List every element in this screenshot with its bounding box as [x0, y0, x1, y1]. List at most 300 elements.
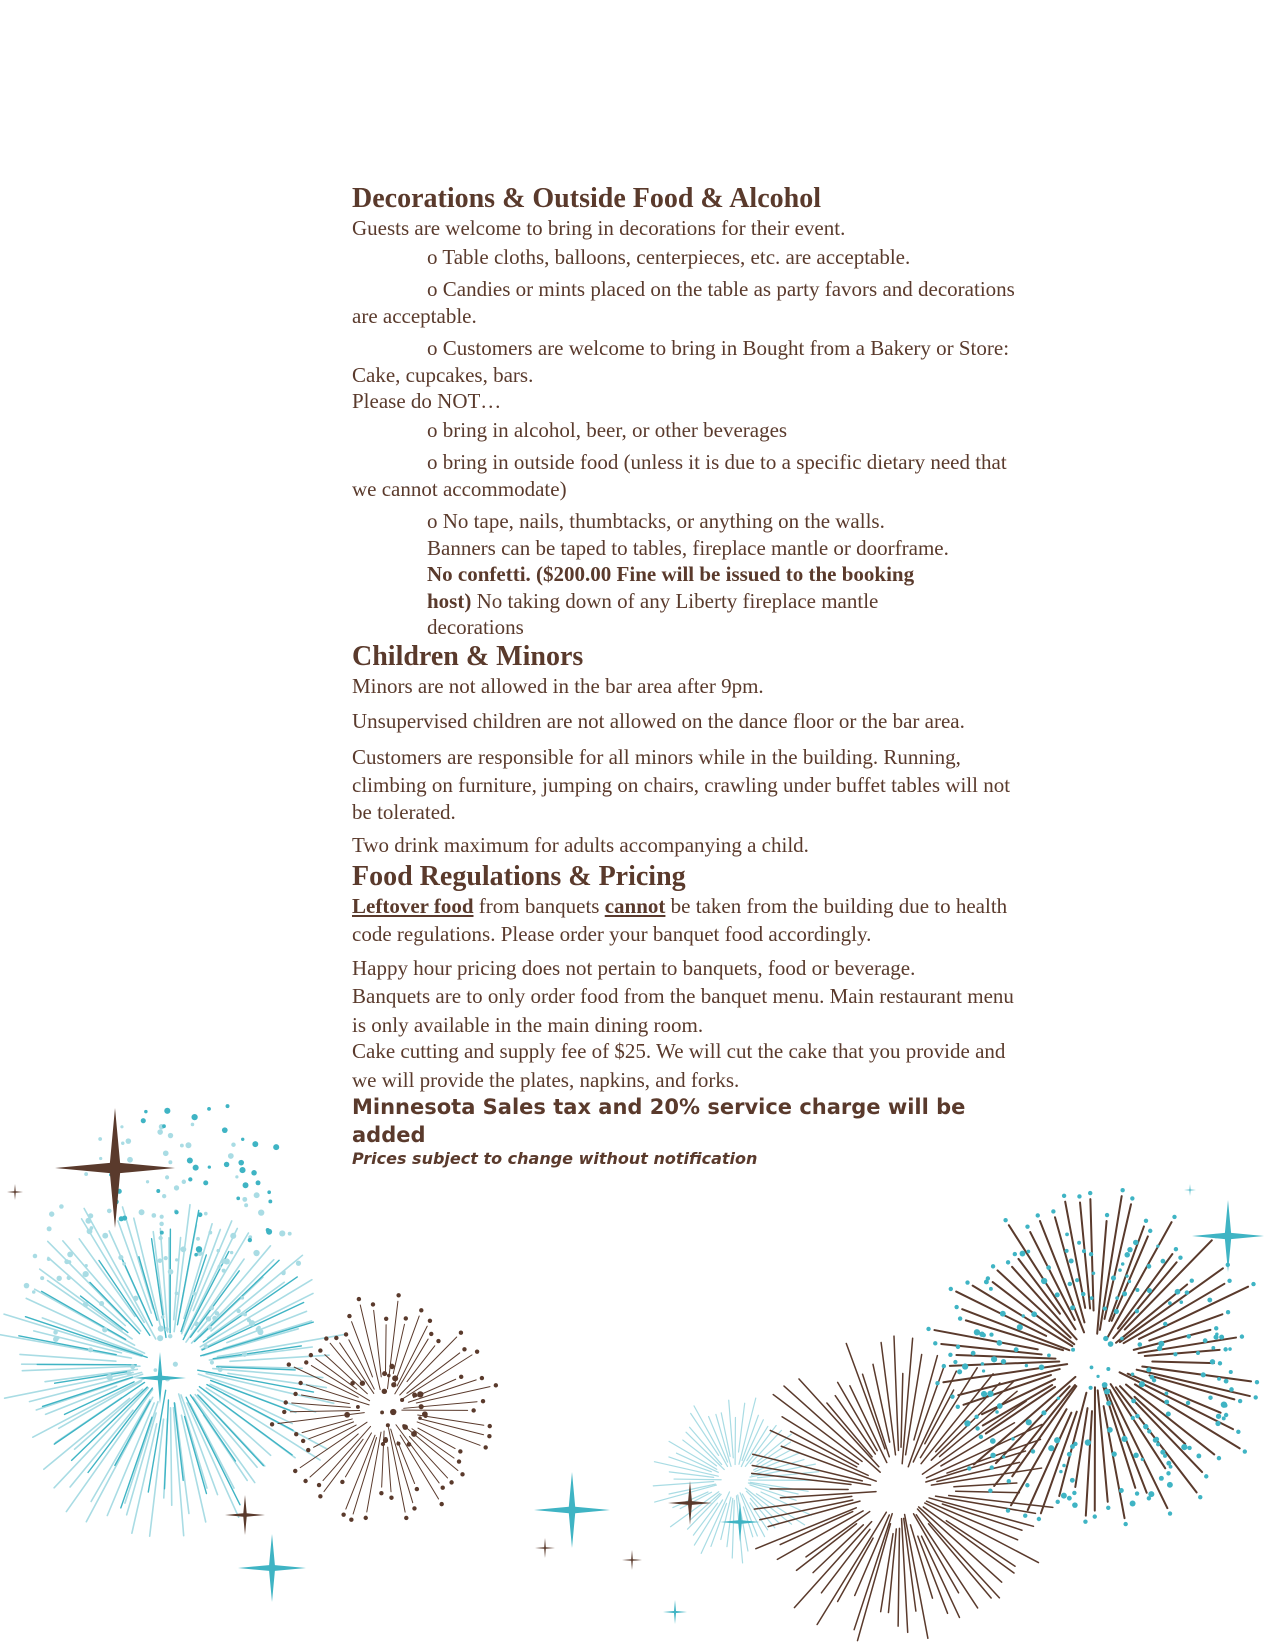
- right-large-sparkle-dot: [1041, 1410, 1046, 1415]
- right-large-sparkle-dot: [1120, 1337, 1124, 1341]
- left-teal-sparkle-dot: [164, 1256, 168, 1260]
- left-brown-burst-dot: [460, 1472, 464, 1476]
- left-teal-sparkle-top-dot: [203, 1180, 208, 1185]
- right-large-sparkle-dot: [1096, 1375, 1099, 1378]
- left-brown-burst-dot: [293, 1469, 297, 1473]
- left-teal-sparkle-top-dot: [238, 1160, 244, 1166]
- right-large-sparkle-dot: [1131, 1416, 1135, 1420]
- left-brown-burst-dot: [282, 1410, 286, 1414]
- left-teal-sparkle-dot: [236, 1309, 240, 1313]
- right-brown-burst-ray: [925, 1390, 954, 1444]
- left-brown-core-dot: [412, 1393, 417, 1398]
- left-brown-burst-dot: [341, 1512, 345, 1516]
- left-teal-sparkle-dot: [174, 1185, 179, 1190]
- right-large-burst-dot: [1013, 1252, 1017, 1256]
- left-teal-sparkle-dot: [127, 1157, 133, 1163]
- left-teal-sparkle-dot: [208, 1231, 212, 1235]
- left-brown-core-dot: [384, 1437, 388, 1441]
- right-large-burst-ray: [956, 1355, 1055, 1359]
- left-teal-sparkle-dot: [185, 1142, 191, 1148]
- right-large-burst-ray: [1124, 1284, 1225, 1343]
- left-teal-sparkle-top-dot: [198, 1212, 203, 1217]
- right-large-sparkle-dot: [1131, 1372, 1134, 1375]
- left-brown-burst-dot: [379, 1491, 383, 1495]
- bullet-item: Customers are responsible for all minors while in the building. Running, climbing on furniture, jumping on chairs, crawling under buffet tables will not be tolerated.: [352, 744, 1011, 824]
- left-teal-sparkle-dot: [180, 1246, 186, 1252]
- right-large-burst-ray: [1011, 1409, 1067, 1505]
- brown-star-icon: [7, 1184, 23, 1200]
- right-teal-small-burst-ray: [669, 1472, 713, 1478]
- left-teal-sparkle-dot: [64, 1259, 69, 1264]
- right-large-sparkle-dot: [1103, 1306, 1107, 1310]
- left-brown-burst-dot: [298, 1381, 302, 1385]
- right-large-sparkle-dot: [1207, 1298, 1212, 1303]
- left-brown-core-dot: [407, 1442, 412, 1447]
- right-large-burst-dot: [1223, 1347, 1227, 1351]
- bullet-item: Please do NOT…: [352, 389, 502, 413]
- right-large-sparkle-dot: [1112, 1451, 1117, 1456]
- left-teal-sparkle-dot: [99, 1157, 102, 1160]
- right-large-burst-dot: [1214, 1326, 1218, 1330]
- left-teal-sparkle-top-dot: [251, 1170, 257, 1176]
- right-large-sparkle-dot: [979, 1331, 984, 1336]
- right-large-burst-dot: [1072, 1491, 1076, 1495]
- confetti-fine-warning: No confetti. ($200.00 Fine will be issued to the booking host): [427, 562, 915, 613]
- right-large-sparkle-dot: [1046, 1265, 1051, 1270]
- right-brown-burst-ray: [914, 1514, 959, 1593]
- right-large-sparkle-dot: [1068, 1282, 1072, 1286]
- right-large-sparkle-dot: [1047, 1354, 1051, 1358]
- right-teal-small-burst-ray: [729, 1400, 734, 1458]
- left-teal-sparkle-dot: [40, 1276, 44, 1280]
- right-brown-burst-ray: [794, 1522, 871, 1608]
- right-large-sparkle-dot: [1167, 1482, 1173, 1488]
- left-teal-sparkle-top-dot: [119, 1216, 124, 1221]
- right-brown-burst-ray: [901, 1374, 903, 1448]
- right-teal-small-burst-ray: [674, 1479, 721, 1480]
- left-brown-burst-dot: [318, 1494, 322, 1498]
- right-large-sparkle-dot: [1156, 1442, 1160, 1446]
- right-large-sparkle-dot: [1163, 1322, 1167, 1326]
- left-brown-burst-dot: [459, 1375, 463, 1379]
- right-large-sparkle-dot: [1125, 1274, 1128, 1277]
- right-brown-burst-ray: [956, 1491, 1020, 1492]
- left-brown-burst-dot: [487, 1434, 491, 1438]
- right-large-sparkle-dot: [1081, 1292, 1086, 1297]
- right-large-sparkle-dot: [1065, 1232, 1069, 1236]
- left-brown-burst-ray: [417, 1422, 480, 1445]
- right-teal-small-burst-ray: [732, 1500, 734, 1558]
- left-teal-sparkle-dot: [146, 1180, 149, 1183]
- left-teal-sparkle-dot: [106, 1374, 112, 1380]
- left-teal-sparkle-dot: [196, 1237, 200, 1241]
- right-large-sparkle-dot: [1163, 1454, 1167, 1458]
- right-large-sparkle-dot: [962, 1363, 968, 1369]
- right-large-burst-dot: [990, 1465, 994, 1469]
- left-teal-sparkle-top-dot: [236, 1196, 240, 1200]
- right-large-burst-dot: [1077, 1194, 1081, 1198]
- left-teal-sparkle-dot: [253, 1250, 259, 1256]
- left-teal-sparkle-top-dot: [267, 1190, 271, 1194]
- right-brown-burst-ray: [946, 1521, 1015, 1567]
- left-brown-core-dot: [360, 1381, 365, 1386]
- left-teal-sparkle-top-dot: [252, 1141, 258, 1147]
- right-large-sparkle-dot: [1082, 1249, 1086, 1253]
- left-teal-sparkle-dot: [49, 1211, 54, 1216]
- right-large-sparkle-dot: [1114, 1309, 1119, 1314]
- right-large-sparkle-dot: [1002, 1455, 1005, 1458]
- right-large-sparkle-dot: [1141, 1458, 1144, 1461]
- left-brown-burst-dot: [441, 1486, 445, 1490]
- left-brown-burst-dot: [334, 1336, 338, 1340]
- right-large-sparkle-dot: [1131, 1399, 1136, 1404]
- right-large-sparkle-dot: [1073, 1442, 1077, 1446]
- right-large-burst-dot: [1088, 1191, 1092, 1195]
- right-large-sparkle-dot: [1089, 1252, 1093, 1256]
- right-large-sparkle-dot: [1092, 1271, 1096, 1275]
- left-teal-sparkle-dot: [165, 1175, 169, 1179]
- right-large-sparkle-dot: [1169, 1465, 1173, 1469]
- bullet-item: Leftover food from banquets cannot be taken from the building due to health code regulations. Please order your banquet food accordingly.: [352, 893, 1008, 946]
- right-large-sparkle-dot: [1196, 1351, 1200, 1355]
- right-large-sparkle-dot: [1118, 1268, 1122, 1272]
- right-large-sparkle-dot: [1153, 1438, 1158, 1443]
- right-large-sparkle-dot: [1216, 1414, 1221, 1419]
- left-brown-core-dot: [382, 1371, 387, 1376]
- left-brown-burst-dot: [301, 1439, 305, 1443]
- right-large-sparkle-dot: [1229, 1370, 1233, 1374]
- right-large-sparkle-dot: [1160, 1450, 1165, 1455]
- left-brown-burst-ray: [408, 1380, 476, 1402]
- teal-star-icon: [534, 1472, 610, 1548]
- left-brown-burst-ray: [385, 1325, 386, 1372]
- left-teal-sparkle-dot: [242, 1197, 247, 1202]
- right-large-burst-dot: [956, 1405, 960, 1409]
- right-large-burst-dot: [991, 1264, 995, 1268]
- right-large-burst-dot: [1204, 1474, 1208, 1478]
- left-teal-sparkle-dot: [216, 1249, 220, 1253]
- left-teal-sparkle-dot: [47, 1257, 51, 1261]
- left-teal-sparkle-top-dot: [224, 1162, 229, 1167]
- left-teal-sparkle-top-dot: [268, 1200, 272, 1204]
- left-brown-burst-dot: [439, 1502, 443, 1506]
- left-brown-burst-dot: [389, 1496, 393, 1500]
- right-large-sparkle-dot: [1077, 1241, 1081, 1245]
- left-teal-sparkle-dot: [168, 1133, 173, 1138]
- right-brown-burst-ray: [898, 1528, 899, 1626]
- right-large-burst-dot: [1178, 1255, 1182, 1259]
- right-large-burst-dot: [1226, 1310, 1230, 1314]
- right-large-sparkle-dot: [1070, 1478, 1075, 1483]
- left-teal-sparkle-top-dot: [188, 1177, 192, 1181]
- left-brown-core-dot: [387, 1374, 391, 1378]
- right-large-sparkle-dot: [964, 1420, 970, 1426]
- left-teal-sparkle-dot: [206, 1316, 211, 1321]
- left-teal-burst-ray: [48, 1281, 133, 1339]
- right-large-sparkle-dot: [1146, 1367, 1151, 1372]
- right-large-sparkle-dot: [1168, 1301, 1172, 1305]
- right-large-sparkle-dot: [1186, 1334, 1191, 1339]
- right-teal-small-burst-ray: [653, 1482, 713, 1486]
- left-teal-sparkle-top-dot: [248, 1238, 252, 1242]
- left-teal-sparkle-dot: [241, 1296, 245, 1300]
- left-teal-sparkle-dot: [230, 1233, 236, 1239]
- right-large-burst-dot: [926, 1327, 930, 1331]
- sub-bullet-item: o Candies or mints placed on the table as party favors and decorations are acceptable.: [352, 277, 1015, 328]
- left-brown-core-dot: [411, 1431, 417, 1437]
- right-teal-small-burst-ray: [690, 1427, 722, 1464]
- bullet-item: Guests are welcome to bring in decorations for their event.: [352, 216, 846, 240]
- left-brown-burst-ray: [290, 1410, 359, 1411]
- left-teal-sparkle-dot: [67, 1252, 73, 1258]
- left-teal-sparkle-top-dot: [241, 1138, 244, 1141]
- right-large-burst-dot: [958, 1316, 962, 1320]
- left-brown-core-dot: [391, 1382, 396, 1387]
- left-brown-burst-dot: [436, 1339, 440, 1343]
- left-brown-burst-dot: [303, 1479, 307, 1483]
- right-large-sparkle-dot: [956, 1345, 961, 1350]
- left-teal-sparkle-dot: [162, 1194, 166, 1198]
- right-large-sparkle-dot: [1055, 1292, 1060, 1297]
- left-brown-burst-dot: [481, 1399, 485, 1403]
- right-large-burst-dot: [948, 1353, 952, 1357]
- right-large-sparkle-dot: [1121, 1436, 1127, 1442]
- left-teal-sparkle-dot: [208, 1326, 212, 1330]
- left-teal-sparkle-dot: [67, 1276, 71, 1280]
- right-large-burst-dot: [1227, 1279, 1231, 1283]
- right-large-burst-dot: [979, 1435, 983, 1439]
- right-large-sparkle-dot: [1147, 1429, 1151, 1433]
- right-large-sparkle-dot: [1057, 1397, 1060, 1400]
- right-large-burst-dot: [949, 1287, 953, 1291]
- right-large-sparkle-dot: [1026, 1419, 1032, 1425]
- left-teal-sparkle-dot: [102, 1327, 107, 1332]
- left-teal-sparkle-dot: [235, 1175, 238, 1178]
- right-large-burst-dot: [1006, 1508, 1010, 1512]
- left-brown-burst-dot: [364, 1516, 368, 1520]
- right-large-sparkle-dot: [1166, 1411, 1171, 1416]
- left-brown-burst-ray: [404, 1402, 477, 1409]
- left-brown-core-dot: [423, 1414, 427, 1418]
- left-brown-burst-ray: [416, 1387, 490, 1403]
- right-large-sparkle-dot: [1186, 1401, 1190, 1405]
- right-large-burst-ray: [1139, 1287, 1248, 1339]
- left-brown-burst-dot: [284, 1400, 288, 1404]
- right-large-sparkle-dot: [1159, 1476, 1164, 1481]
- left-brown-core-dot: [396, 1442, 400, 1446]
- right-large-sparkle-dot: [1090, 1366, 1094, 1370]
- right-brown-burst-ray: [894, 1336, 898, 1450]
- right-large-sparkle-dot: [1122, 1291, 1127, 1296]
- right-large-sparkle-dot: [1067, 1496, 1072, 1501]
- right-large-burst-dot: [1105, 1213, 1109, 1217]
- right-large-sparkle-dot: [1071, 1348, 1075, 1352]
- left-teal-sparkle-dot: [121, 1142, 124, 1145]
- right-large-burst-dot: [942, 1364, 946, 1368]
- right-large-sparkle-dot: [990, 1438, 996, 1444]
- left-teal-sparkle-dot: [168, 1334, 172, 1338]
- right-large-sparkle-dot: [1102, 1382, 1108, 1388]
- left-teal-sparkle-dot: [231, 1142, 235, 1146]
- teal-star-icon: [1184, 1184, 1196, 1196]
- right-large-sparkle-dot: [1161, 1259, 1166, 1264]
- left-brown-burst-dot: [428, 1319, 432, 1323]
- left-brown-core-dot: [381, 1442, 385, 1446]
- left-brown-burst-dot: [347, 1314, 351, 1318]
- bullet-item: Unsupervised children are not allowed on the dance floor or the bar area.: [352, 709, 965, 733]
- left-teal-sparkle-dot: [59, 1204, 64, 1209]
- right-large-sparkle-dot: [987, 1391, 993, 1397]
- left-brown-burst-dot: [294, 1432, 298, 1436]
- left-teal-sparkle-dot: [158, 1236, 162, 1240]
- right-large-burst-dot: [1174, 1247, 1178, 1251]
- right-large-burst-dot: [1062, 1194, 1066, 1198]
- brown-star-icon: [535, 1538, 555, 1558]
- right-large-sparkle-dot: [1130, 1501, 1136, 1507]
- left-teal-sparkle-dot: [53, 1330, 58, 1335]
- right-large-sparkle-dot: [1179, 1300, 1183, 1304]
- right-large-sparkle-dot: [1135, 1309, 1139, 1313]
- right-large-sparkle-dot: [1133, 1240, 1138, 1245]
- right-large-burst-ray: [1098, 1390, 1108, 1501]
- left-teal-sparkle-dot: [127, 1371, 132, 1376]
- left-brown-burst-dot: [462, 1347, 466, 1351]
- left-teal-sparkle-dot: [175, 1291, 179, 1295]
- right-large-burst-dot: [1007, 1479, 1011, 1483]
- right-large-burst-dot: [1238, 1399, 1242, 1403]
- left-teal-sparkle-dot: [165, 1327, 169, 1331]
- left-brown-burst-dot: [287, 1362, 291, 1366]
- left-teal-sparkle-top-dot: [174, 1210, 178, 1214]
- right-large-sparkle-dot: [1106, 1401, 1111, 1406]
- right-large-sparkle-dot: [1147, 1288, 1152, 1293]
- left-teal-sparkle-dot: [180, 1144, 184, 1148]
- right-large-burst-dot: [933, 1341, 937, 1345]
- left-brown-burst-ray: [393, 1324, 404, 1373]
- right-brown-burst-ray: [821, 1529, 870, 1593]
- right-large-sparkle-dot: [1217, 1377, 1221, 1381]
- left-brown-burst-dot: [457, 1459, 461, 1463]
- right-large-sparkle-dot: [971, 1351, 976, 1356]
- right-large-sparkle-dot: [990, 1453, 995, 1458]
- price-change-note: Prices subject to change without notification: [352, 1149, 758, 1168]
- left-brown-burst-dot: [494, 1383, 498, 1387]
- right-large-burst-ray: [1118, 1254, 1172, 1328]
- right-large-sparkle-dot: [1185, 1290, 1189, 1294]
- left-teal-sparkle-top-dot: [222, 1127, 228, 1133]
- left-brown-core-dot: [382, 1389, 387, 1394]
- right-large-burst-dot: [975, 1426, 979, 1430]
- left-brown-burst-dot: [412, 1506, 416, 1510]
- left-teal-sparkle-dot: [215, 1311, 220, 1316]
- left-brown-core-dot: [402, 1424, 407, 1429]
- right-large-burst-dot: [967, 1466, 971, 1470]
- right-brown-burst-ray: [940, 1391, 1017, 1456]
- right-brown-burst-ray: [902, 1519, 908, 1633]
- left-teal-burst-ray: [171, 1408, 172, 1505]
- right-large-sparkle-dot: [1069, 1259, 1074, 1264]
- sub-bullet-item: o bring in alcohol, beer, or other beverages: [427, 417, 788, 442]
- right-large-sparkle-dot: [1061, 1493, 1067, 1499]
- left-teal-sparkle-dot: [85, 1218, 91, 1224]
- right-large-burst-dot: [1144, 1219, 1148, 1223]
- left-brown-burst-ray: [278, 1413, 364, 1424]
- right-large-sparkle-dot: [1115, 1296, 1119, 1300]
- right-large-burst-dot: [1166, 1471, 1170, 1475]
- left-teal-sparkle-dot: [102, 1233, 108, 1239]
- left-teal-sparkle-dot: [118, 1255, 123, 1260]
- left-brown-burst-dot: [480, 1376, 484, 1380]
- right-brown-burst-ray: [916, 1515, 977, 1608]
- left-brown-burst-ray: [388, 1447, 391, 1492]
- left-teal-sparkle-top-dot: [187, 1157, 193, 1163]
- right-large-burst-dot: [1148, 1229, 1152, 1233]
- left-brown-burst-dot: [384, 1317, 388, 1321]
- left-teal-sparkle-dot: [120, 1125, 123, 1128]
- left-teal-burst-ray: [22, 1366, 140, 1371]
- left-brown-burst-dot: [471, 1408, 475, 1412]
- right-large-sparkle-dot: [981, 1362, 985, 1366]
- right-large-burst-ray: [1152, 1362, 1214, 1364]
- left-brown-burst-ray: [391, 1429, 413, 1503]
- left-brown-burst-ray: [323, 1426, 371, 1480]
- right-large-burst-dot: [1123, 1522, 1127, 1526]
- teal-star-icon: [1192, 1200, 1264, 1272]
- right-large-sparkle-dot: [989, 1333, 993, 1337]
- right-large-sparkle-dot: [957, 1369, 962, 1374]
- right-large-sparkle-dot: [1031, 1311, 1037, 1317]
- right-large-sparkle-dot: [1039, 1364, 1045, 1370]
- left-brown-burst-dot: [306, 1448, 310, 1452]
- left-teal-burst-ray: [150, 1419, 164, 1536]
- right-large-sparkle-dot: [1017, 1324, 1023, 1330]
- left-brown-core-dot: [392, 1375, 398, 1381]
- left-brown-core-dot: [390, 1409, 396, 1415]
- right-large-sparkle-dot: [1175, 1289, 1181, 1295]
- brown-star-icon: [622, 1550, 642, 1570]
- left-teal-sparkle-dot: [212, 1316, 217, 1321]
- left-teal-sparkle-dot: [130, 1364, 135, 1369]
- right-large-sparkle-dot: [1108, 1341, 1114, 1347]
- left-brown-burst-dot: [396, 1293, 400, 1297]
- left-teal-sparkle-dot: [254, 1192, 260, 1198]
- left-brown-burst-dot: [293, 1392, 297, 1396]
- left-teal-sparkle-top-dot: [208, 1165, 211, 1168]
- right-large-burst-ray: [1128, 1374, 1221, 1413]
- left-brown-burst-ray: [418, 1415, 484, 1425]
- right-large-sparkle-dot: [1137, 1342, 1142, 1347]
- left-brown-burst-dot: [317, 1483, 321, 1487]
- right-large-sparkle-dot: [984, 1280, 989, 1285]
- left-teal-sparkle-dot: [158, 1258, 163, 1263]
- left-teal-sparkle-top-dot: [243, 1182, 249, 1188]
- left-teal-sparkle-dot: [182, 1180, 186, 1184]
- right-large-burst-dot: [1106, 1506, 1110, 1510]
- right-large-sparkle-dot: [1124, 1252, 1129, 1257]
- right-large-sparkle-dot: [1208, 1395, 1212, 1399]
- left-teal-sparkle-dot: [83, 1271, 89, 1277]
- right-large-sparkle-dot: [1027, 1250, 1031, 1254]
- left-teal-sparkle-dot: [279, 1230, 285, 1236]
- right-large-sparkle-dot: [995, 1410, 999, 1414]
- left-brown-burst-dot: [349, 1518, 353, 1522]
- right-large-sparkle-dot: [1135, 1288, 1139, 1292]
- right-large-burst-dot: [974, 1415, 978, 1419]
- right-large-sparkle-dot: [1229, 1387, 1234, 1392]
- right-large-sparkle-dot: [1133, 1453, 1139, 1459]
- right-large-sparkle-dot: [1001, 1359, 1006, 1364]
- left-brown-core-dot: [344, 1412, 350, 1418]
